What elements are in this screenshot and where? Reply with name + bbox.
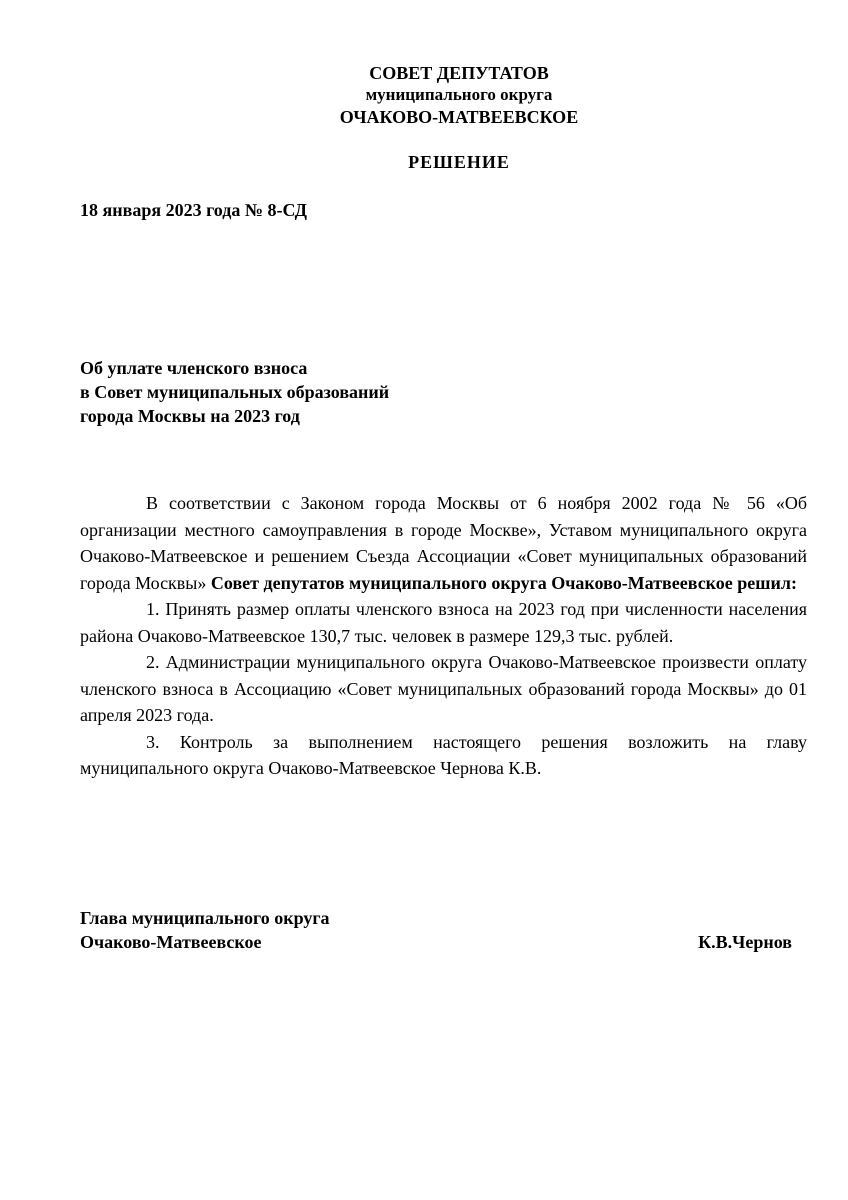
signature-block — [80, 906, 792, 954]
decision-subject — [80, 356, 389, 428]
district-type: муниципального округа — [365, 85, 553, 104]
district-name: ОЧАКОВО-МАТВЕЕВСКОЕ — [339, 107, 579, 127]
decision-item-3: 3. Контроль за выполнением настоящего решения возложить на главу муниципального округа Очаково-Матвеевское Чернова К.В. — [80, 731, 807, 778]
decision-item-2: 2. Администрации муниципального округа Очаково-Матвеевское произвести оплату членского взноса в Ассоциацию «Совет муниципальных образований города Москвы» до 01 апреля 2023 года. — [80, 652, 807, 725]
subject-line-2: в Совет муниципальных образований — [80, 382, 390, 402]
decision-item-1: 1. Принять размер оплаты членского взноса на 2023 год при численности населения района Очаково-Матвеевское 130,7 тыс. человек в размере 129,3 тыс. рублей. — [80, 599, 807, 646]
decision-date-number: 18 января 2023 года № 8-СД — [80, 200, 307, 220]
preamble-paragraph — [80, 490, 807, 596]
decision-body — [80, 490, 807, 782]
signatory-position-line-1: Глава муниципального округа — [80, 908, 330, 928]
document-header — [0, 62, 848, 128]
subject-line-3: города Москвы на 2023 год — [80, 406, 300, 426]
signatory-position-line-2: Очаково-Матвеевское — [80, 932, 262, 952]
subject-line-1: Об уплате членского взноса — [80, 358, 308, 378]
signatory-name: К.В.Чернов — [698, 932, 792, 952]
council-name: СОВЕТ ДЕПУТАТОВ — [369, 63, 549, 83]
signature-row — [80, 930, 792, 954]
preamble-text: В соответствии с Законом города Москвы от 6 ноября 2002 года № 56 «Об организации местного самоуправления в городе Москве», Уставом муниципального округа Очаково-Матвеевское и решением Съезда Ассоциации «Совет муниципальных образований города Москвы» — [80, 493, 807, 593]
preamble-resolution: Совет депутатов муниципального округа Очаково-Матвеевское решил: — [210, 572, 797, 593]
decision-title: РЕШЕНИЕ — [408, 152, 510, 172]
